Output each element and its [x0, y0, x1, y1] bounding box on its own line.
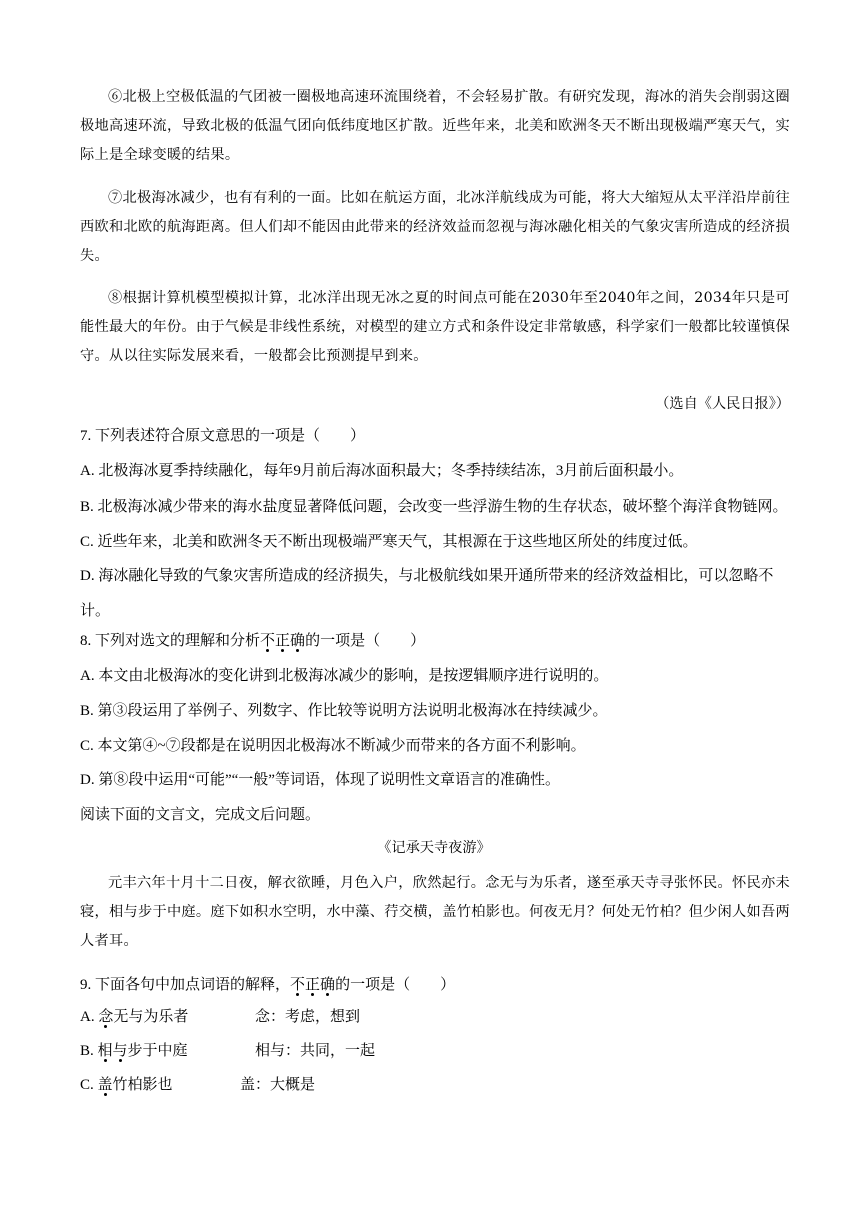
question-9-stem: 9. 下面各句中加点词语的解释，不正确的一项是（ ）	[80, 977, 456, 993]
emphasis-dot-char: 正	[275, 633, 291, 649]
question-9-option-c: C. 盖竹柏影也	[80, 1077, 173, 1093]
question-7-stem: 7. 下列表述符合原文意思的一项是（ ）	[80, 428, 366, 444]
passage-source: （选自《人民日报》）	[655, 396, 790, 412]
emphasis-dot-char: 相	[97, 1043, 113, 1059]
passage-paragraph-6: ⑥北极上空极低温的气团被一圈极地高速环流围绕着，不会轻易扩散。有研究发现，海冰的消失会削弱这圈极地高速环流，导致北极的低温气团向低纬度地区扩散。近些年来，北美和欧洲冬天不断出现极端严寒天气，实际上是全球变暖的结果。	[80, 89, 790, 163]
question-8-option-d: D. 第⑧段中运用“可能”“一般”等词语，体现了说明性文章语言的准确性。	[80, 772, 560, 788]
classical-text: 元丰六年十月十二日夜，解衣欲睡，月色入户，欣然起行。念无与为乐者，遂至承天寺寻张怀民。怀民亦未寝，相与步于中庭。庭下如积水空明，水中藻、荇交横，盖竹柏影也。何夜无月？何处无竹柏？但少闲人如吾两人者耳。	[80, 875, 790, 949]
question-9-option-c-gloss: 盖：大概是	[240, 1077, 316, 1093]
passage-paragraph-7: ⑦北极海冰减少，也有有利的一面。比如在航运方面，北冰洋航线成为可能，将大大缩短从太平洋沿岸前往西欧和北欧的航海距离。但人们却不能因由此带来的经济效益而忽视与海冰融化相关的气象灾害所造成的经济损失。	[80, 190, 790, 264]
emphasis-dot-char: 不	[290, 977, 306, 993]
question-7-option-d: D. 海冰融化导致的气象灾害所造成的经济损失，与北极航线如果开通所带来的经济效益相比，可以忽略不计。	[80, 568, 774, 619]
emphasis-dot-char: 确	[320, 977, 336, 993]
question-9-option-a-gloss: 念：考虑，想到	[255, 1009, 361, 1025]
classical-intro: 阅读下面的文言文，完成文后问题。	[80, 807, 321, 823]
classical-title: 《记承天寺夜游》	[377, 840, 491, 856]
emphasis-dot-char: 与	[112, 1043, 128, 1059]
emphasis-dot-char: 不	[260, 633, 276, 649]
question-9-option-a: A. 念无与为乐者	[80, 1009, 189, 1025]
emphasis-dot-char: 确	[290, 633, 306, 649]
question-8-option-b: B. 第③段运用了举例子、列数字、作比较等说明方法说明北极海冰在持续减少。	[80, 703, 608, 719]
question-8-stem: 8. 下列对选文的理解和分析不正确的一项是（ ）	[80, 633, 426, 649]
question-9-option-b-gloss: 相与：共同，一起	[255, 1043, 376, 1059]
question-7-option-c: C. 近些年来，北美和欧洲冬天不断出现极端严寒天气，其根源在于这些地区所处的纬度过低。	[80, 534, 698, 550]
emphasis-dot-char: 正	[305, 977, 321, 993]
passage-paragraph-8: ⑧根据计算机模型模拟计算，北冰洋出现无冰之夏的时间点可能在2030年至2040年之间，2034年只是可能性最大的年份。由于气候是非线性系统，对模型的建立方式和条件设定非常敏感，科学家们一般都比较谨慎保守。从以往实际发展来看，一般都会比预测提早到来。	[80, 290, 790, 364]
question-7-option-a: A. 北极海冰夏季持续融化，每年9月前后海冰面积最大；冬季持续结冻，3月前后面积最小。	[80, 463, 684, 479]
emphasis-dot-char: 盖	[97, 1077, 113, 1093]
question-8-option-a: A. 本文由北极海冰的变化讲到北极海冰减少的影响，是按逻辑顺序进行说明的。	[80, 668, 609, 684]
question-8-option-c: C. 本文第④~⑦段都是在说明因北极海冰不断减少而带来的各方面不利影响。	[80, 738, 586, 754]
question-7-option-b: B. 北极海冰减少带来的海水盐度显著降低问题，会改变一些浮游生物的生存状态，破坏整个海洋食物链网。	[80, 499, 788, 515]
emphasis-dot-char: 念	[98, 1009, 114, 1025]
question-9-option-b: B. 相与步于中庭	[80, 1043, 188, 1059]
